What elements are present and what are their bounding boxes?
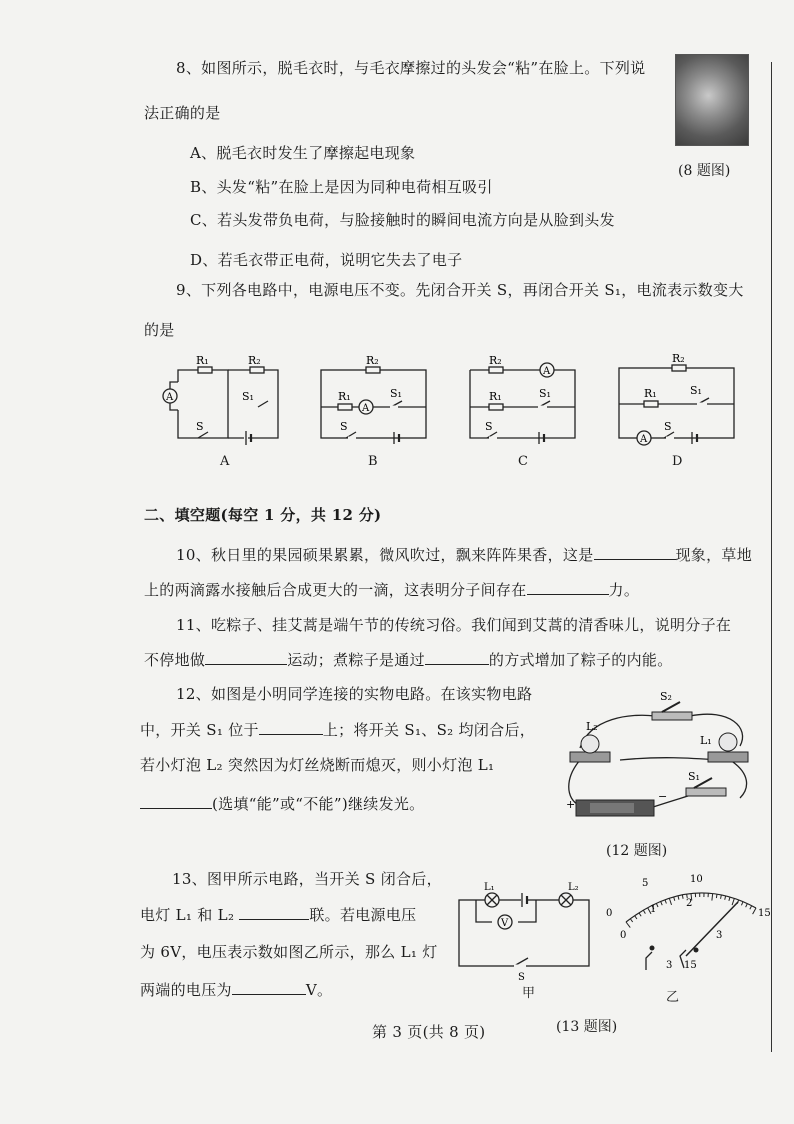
dial-tick xyxy=(712,894,713,901)
circuit-c xyxy=(465,352,585,452)
dial-tick xyxy=(639,913,641,916)
q13-text-5: 两端的电压为 xyxy=(140,981,232,999)
q13-text-6: V。 xyxy=(305,981,333,999)
circuit-b-r2: R₂ xyxy=(366,354,379,367)
q13-jia-l2: L₂ xyxy=(568,882,579,893)
q13-caption: (13 题图) xyxy=(556,1019,618,1035)
circuit-b-s1: S₁ xyxy=(390,387,402,400)
q13-text-2: 电灯 L₁ 和 L₂ xyxy=(140,906,235,924)
q8-caption: (8 题图) xyxy=(678,163,731,179)
q12-line2 xyxy=(140,720,535,740)
dial-tick xyxy=(630,919,632,922)
q13-top-15: 15 xyxy=(758,908,771,919)
q11-text-4: 的方式增加了粽子的内能。 xyxy=(488,651,673,669)
q13-text-3: 联。若电源电压 xyxy=(309,906,417,924)
q12-minus: − xyxy=(658,790,668,803)
q13-terminal-15: 15 xyxy=(684,960,697,971)
q8-option-c: C、若头发带负电荷，与脸接触时的瞬间电流方向是从脸到头发 xyxy=(190,211,615,229)
q12-text-5: (选填“能”或“不能”)继续发光。 xyxy=(212,795,425,813)
q13-blank-2[interactable] xyxy=(232,980,306,995)
circuit-b-r1: R₁ xyxy=(338,390,351,403)
q12-battery xyxy=(576,800,654,816)
q13-figure-yi xyxy=(606,872,776,982)
q12-blank-1[interactable] xyxy=(259,720,323,735)
q10-blank-1[interactable] xyxy=(594,545,676,560)
q11-blank-2[interactable] xyxy=(425,650,489,665)
q13-top-10: 10 xyxy=(690,874,703,885)
q10-text-3: 上的两滴露水接触后合成更大的一滴，这表明分子间存在 xyxy=(144,581,527,599)
q8-photo xyxy=(675,54,749,146)
q13-jia-s: S xyxy=(518,972,525,983)
dial-tick xyxy=(669,898,671,905)
dial-tick xyxy=(732,898,734,905)
q12-caption: (12 题图) xyxy=(606,843,668,859)
circuit-a-r2: R₂ xyxy=(248,354,261,367)
q12-line3: 若小灯泡 L₂ 突然因为灯丝烧断而熄灭，则小灯泡 L₁ xyxy=(140,756,495,774)
circuit-a-r1: R₁ xyxy=(196,354,209,367)
q11-blank-1[interactable] xyxy=(205,650,287,665)
dial-tick xyxy=(635,916,637,919)
q11-text-2: 不停地做 xyxy=(144,651,206,669)
q13-top-5: 5 xyxy=(642,878,649,889)
q12-l1-label: L₁ xyxy=(700,734,712,747)
dial-tick xyxy=(746,904,748,908)
q12-text-2: 中，开关 S₁ 位于 xyxy=(140,721,259,739)
q13-line3: 为 6V，电压表示数如图乙所示，那么 L₁ 灯 xyxy=(140,943,438,961)
circuit-b xyxy=(316,352,436,452)
dial-tick xyxy=(682,895,683,899)
q10-text-1: 10、秋日里的果园硕果累累，微风吹过，飘来阵阵果香，这是 xyxy=(176,546,594,564)
q12-lamp-l2 xyxy=(570,735,610,762)
circuit-c-r2: R₂ xyxy=(489,354,502,367)
dial-tick xyxy=(661,901,663,905)
q13-jia-l1: L₁ xyxy=(484,882,495,893)
dial-tick xyxy=(753,908,756,914)
circuit-b-label: B xyxy=(368,454,378,469)
q13-top-0: 0 xyxy=(606,908,613,919)
q11-text-3: 运动；煮粽子是通过 xyxy=(287,651,425,669)
q9-stem-line1: 9、下列各电路中，电源电压不变。先闭合开关 S，再闭合开关 S₁，电流表示数变大 xyxy=(176,281,744,299)
circuit-c-r1: R₁ xyxy=(489,390,502,403)
q10-text-4: 力。 xyxy=(608,581,640,599)
dial-tick xyxy=(674,897,675,901)
circuit-c-s1: S₁ xyxy=(539,387,551,400)
q8-option-b: B、头发“粘”在脸上是因为同种电荷相互吸引 xyxy=(190,178,493,196)
circuit-d xyxy=(614,352,744,452)
q8-option-d: D、若毛衣带正电荷，说明它失去了电子 xyxy=(190,251,463,269)
dial-tick xyxy=(729,897,730,901)
q10-blank-2[interactable] xyxy=(527,580,609,595)
q12-line4 xyxy=(140,794,424,814)
q12-s2-label: S₂ xyxy=(660,690,672,703)
q13-terminal-3: 3 xyxy=(666,960,673,971)
dial-tick xyxy=(626,922,630,928)
circuit-a-s: S xyxy=(196,420,204,433)
q13-bottom-1: 1 xyxy=(650,904,657,915)
q13-line2 xyxy=(140,905,416,925)
dial-tick xyxy=(678,896,679,900)
section-title: 二、填空题(每空 1 分，共 12 分) xyxy=(144,506,382,524)
q13-line1: 13、图甲所示电路，当开关 S 闭合后， xyxy=(172,870,442,888)
q12-figure xyxy=(560,688,760,833)
q13-blank-1[interactable] xyxy=(239,905,309,920)
page-footer: 第 3 页(共 8 页) xyxy=(372,1023,486,1041)
q13-dial-needle xyxy=(686,902,738,956)
dial-tick xyxy=(725,896,726,900)
q12-blank-2[interactable] xyxy=(140,794,212,809)
circuit-b-ammeter: A xyxy=(362,403,370,414)
q10-line2 xyxy=(144,580,639,600)
dial-tick xyxy=(741,902,743,906)
q11-line2 xyxy=(144,650,673,670)
circuit-b-s: S xyxy=(340,420,348,433)
q13-bottom-3: 3 xyxy=(716,930,723,941)
circuit-a-label: A xyxy=(220,454,230,469)
dial-tick xyxy=(721,895,722,899)
circuit-a-s1: S₁ xyxy=(242,390,254,403)
circuit-d-s: S xyxy=(664,420,672,433)
q13-jia-label: 甲 xyxy=(522,986,536,1001)
dial-tick xyxy=(750,906,752,910)
circuit-a-ammeter: A xyxy=(166,392,174,403)
q12-line1: 12、如图是小明同学连接的实物电路。在该实物电路 xyxy=(176,685,533,703)
q12-s1-label: S₁ xyxy=(688,770,700,783)
q8-option-a: A、脱毛衣时发生了摩擦起电现象 xyxy=(190,144,416,162)
circuit-d-s1: S₁ xyxy=(690,384,702,397)
circuit-d-label: D xyxy=(672,454,683,469)
dial-tick xyxy=(716,894,717,898)
circuit-a xyxy=(158,352,288,452)
q13-jia-v: V xyxy=(501,918,509,929)
q12-plus: + xyxy=(566,798,576,811)
q12-switch-s2 xyxy=(652,702,692,720)
q13-bottom-2: 2 xyxy=(686,898,693,909)
dial-tick xyxy=(656,903,658,907)
circuit-d-r1: R₁ xyxy=(644,387,657,400)
q13-yi-label: 乙 xyxy=(666,990,680,1005)
dial-tick xyxy=(665,900,666,904)
q9-stem-line2: 的是 xyxy=(144,321,175,339)
q12-text-3: 上；将开关 S₁、S₂ 均闭合后， xyxy=(322,721,536,739)
q13-line4 xyxy=(140,980,332,1000)
q13-figure-jia xyxy=(454,880,604,990)
q12-l2-label: L₂ xyxy=(586,720,598,733)
circuit-c-s: S xyxy=(485,420,493,433)
circuit-c-ammeter: A xyxy=(543,366,551,377)
q8-stem-line1: 8、如图所示，脱毛衣时，与毛衣摩擦过的头发会“粘”在脸上。下列说 xyxy=(176,59,646,77)
dial-tick xyxy=(643,910,645,913)
circuit-d-r2: R₂ xyxy=(672,352,685,365)
circuit-d-ammeter: A xyxy=(640,434,648,445)
q8-stem-line2: 法正确的是 xyxy=(144,104,221,122)
q10-line1 xyxy=(176,545,752,565)
q11-line1: 11、吃粽子、挂艾蒿是端午节的传统习俗。我们闻到艾蒿的清香味儿，说明分子在 xyxy=(176,616,732,634)
q10-text-2: 现象，草地 xyxy=(675,546,753,564)
q13-bottom-0: 0 xyxy=(620,930,627,941)
circuit-c-label: C xyxy=(518,454,528,469)
